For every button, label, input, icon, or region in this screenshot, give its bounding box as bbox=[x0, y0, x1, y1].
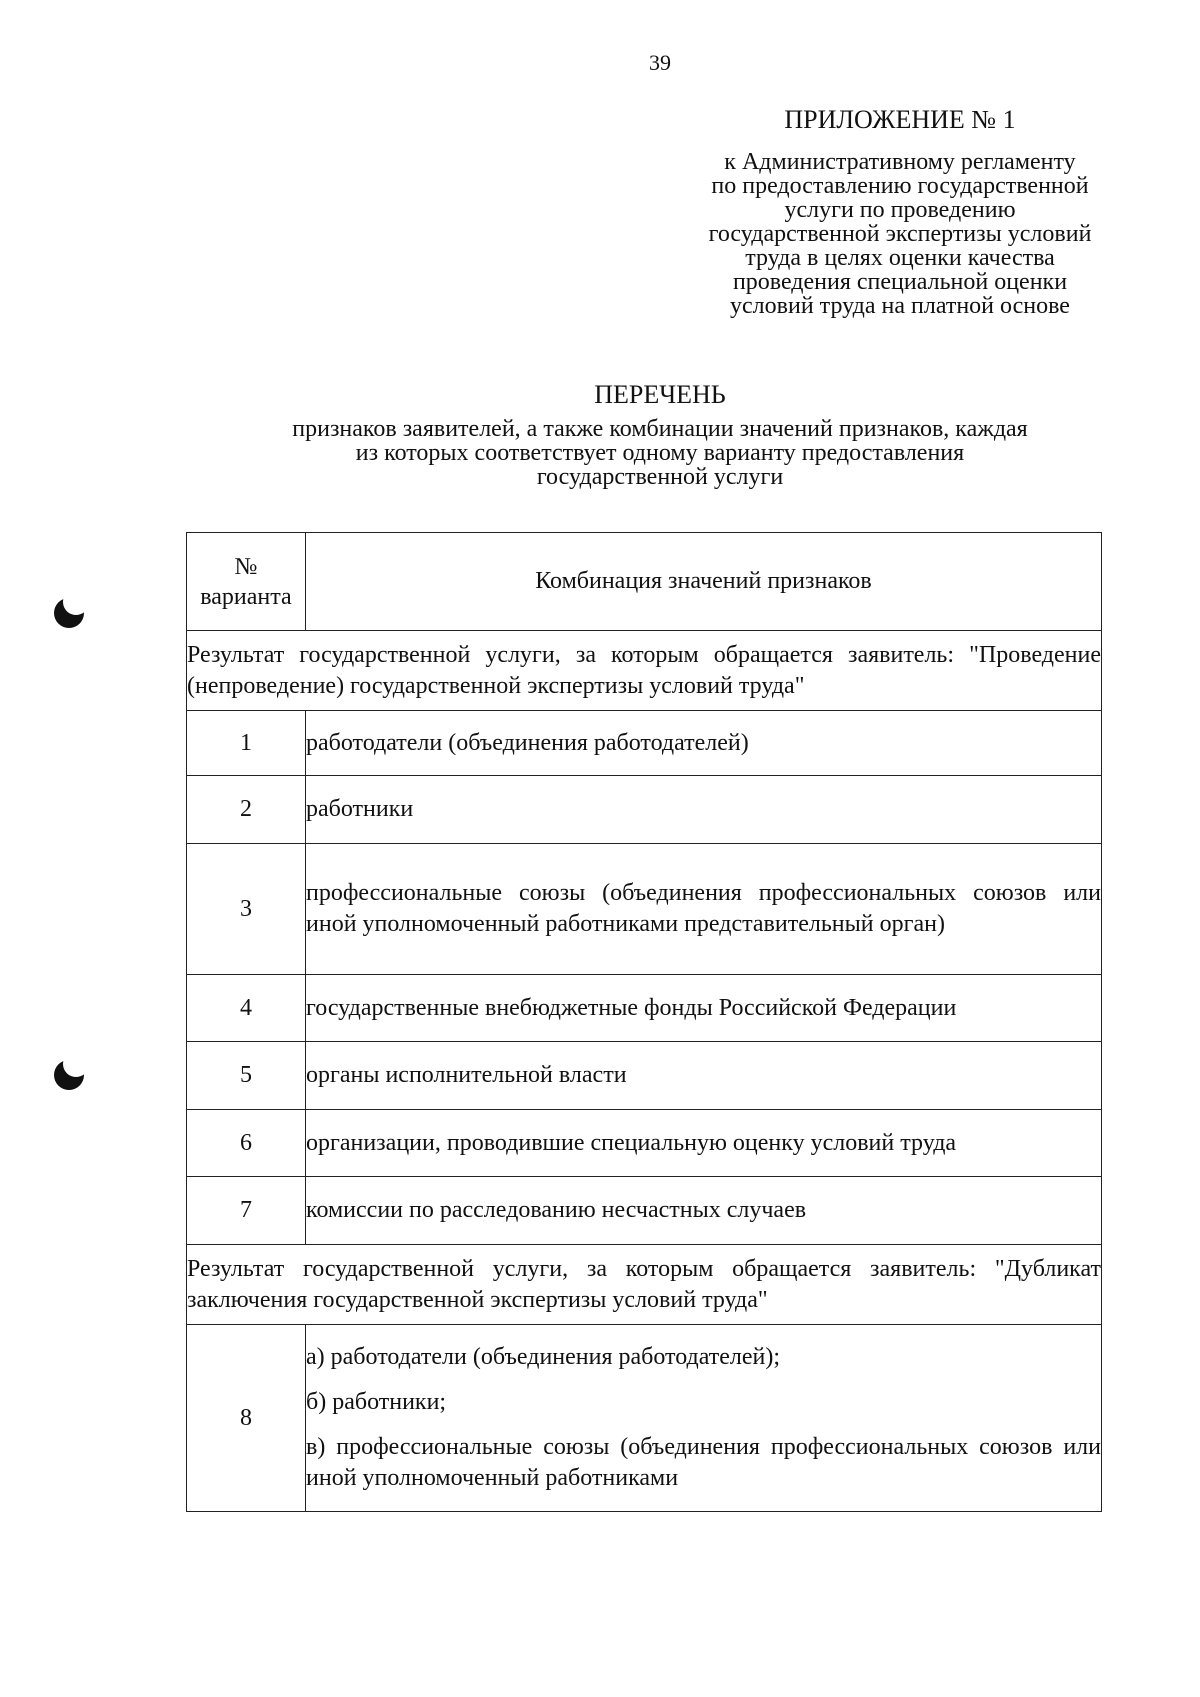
appendix-line: государственной экспертизы условий bbox=[708, 221, 1092, 247]
table-header-row bbox=[187, 533, 1102, 631]
header-variant-number: № варианта bbox=[187, 533, 306, 631]
punch-hole-mark bbox=[54, 1060, 84, 1090]
appendix-heading: ПРИЛОЖЕНИЕ № 1 bbox=[784, 105, 1016, 134]
appendix-line: услуги по проведению bbox=[784, 197, 1016, 223]
variant-text: работодатели (объединения работодателей) bbox=[306, 711, 1102, 776]
table-row bbox=[187, 1042, 1102, 1110]
variant-number: 1 bbox=[187, 711, 306, 776]
variant-number: 7 bbox=[187, 1177, 306, 1245]
variant-text: органы исполнительной власти bbox=[306, 1042, 1102, 1110]
header-combination: Комбинация значений признаков bbox=[306, 533, 1102, 631]
appendix-line: условий труда на платной основе bbox=[730, 293, 1070, 319]
page-number: 39 bbox=[649, 50, 671, 75]
section-row bbox=[187, 1245, 1102, 1325]
variant-sub-item: а) работодатели (объединения работодателей); bbox=[306, 1344, 781, 1370]
variant-number: 3 bbox=[187, 844, 306, 975]
table-row bbox=[187, 975, 1102, 1042]
variant-text bbox=[306, 1325, 1102, 1512]
appendix-line: труда в целях оценки качества bbox=[745, 245, 1055, 271]
variant-number: 6 bbox=[187, 1110, 306, 1177]
variant-number: 8 bbox=[187, 1325, 306, 1512]
variant-number: 4 bbox=[187, 975, 306, 1042]
table-row bbox=[187, 1177, 1102, 1245]
section-result-1: Результат государственной услуги, за которым обращается заявитель: "Проведение (непроведение) государственной экспертизы условий труда" bbox=[187, 631, 1102, 711]
punch-hole-mark bbox=[54, 598, 84, 628]
table-row bbox=[187, 1110, 1102, 1177]
document-subtitle-line: государственной услуги bbox=[536, 464, 784, 490]
section-result-2: Результат государственной услуги, за которым обращается заявитель: "Дубликат заключения государственной экспертизы условий труда" bbox=[187, 1245, 1102, 1325]
variant-text: организации, проводившие специальную оценку условий труда bbox=[306, 1110, 1102, 1177]
appendix-line: проведения специальной оценки bbox=[732, 269, 1068, 295]
variant-text: работники bbox=[306, 776, 1102, 844]
variant-text: комиссии по расследованию несчастных случаев bbox=[306, 1177, 1102, 1245]
variants-table bbox=[186, 532, 1102, 1512]
appendix-block bbox=[670, 105, 1130, 319]
variant-number: 2 bbox=[187, 776, 306, 844]
document-title: ПЕРЕЧЕНЬ bbox=[594, 380, 726, 409]
table-row bbox=[187, 844, 1102, 975]
appendix-line: по предоставлению государственной bbox=[711, 173, 1089, 199]
variant-text: государственные внебюджетные фонды Российской Федерации bbox=[306, 975, 1102, 1042]
table-row bbox=[187, 711, 1102, 776]
variant-sub-item: б) работники; bbox=[306, 1389, 447, 1415]
table-row bbox=[187, 1325, 1102, 1512]
document-subtitle-line: из которых соответствует одному варианту предоставления bbox=[355, 440, 965, 466]
appendix-line: к Административному регламенту bbox=[724, 149, 1076, 175]
variant-sub-item: в) профессиональные союзы (объединения профессиональных союзов или иной уполномоченный работниками bbox=[306, 1434, 1101, 1491]
document-subtitle-line: признаков заявителей, а также комбинации значений признаков, каждая bbox=[292, 416, 1028, 442]
section-row bbox=[187, 631, 1102, 711]
variant-number: 5 bbox=[187, 1042, 306, 1110]
document-title-block bbox=[190, 380, 1130, 490]
table-row bbox=[187, 776, 1102, 844]
variant-text: профессиональные союзы (объединения профессиональных союзов или иной уполномоченный работниками представительный орган) bbox=[306, 844, 1102, 975]
